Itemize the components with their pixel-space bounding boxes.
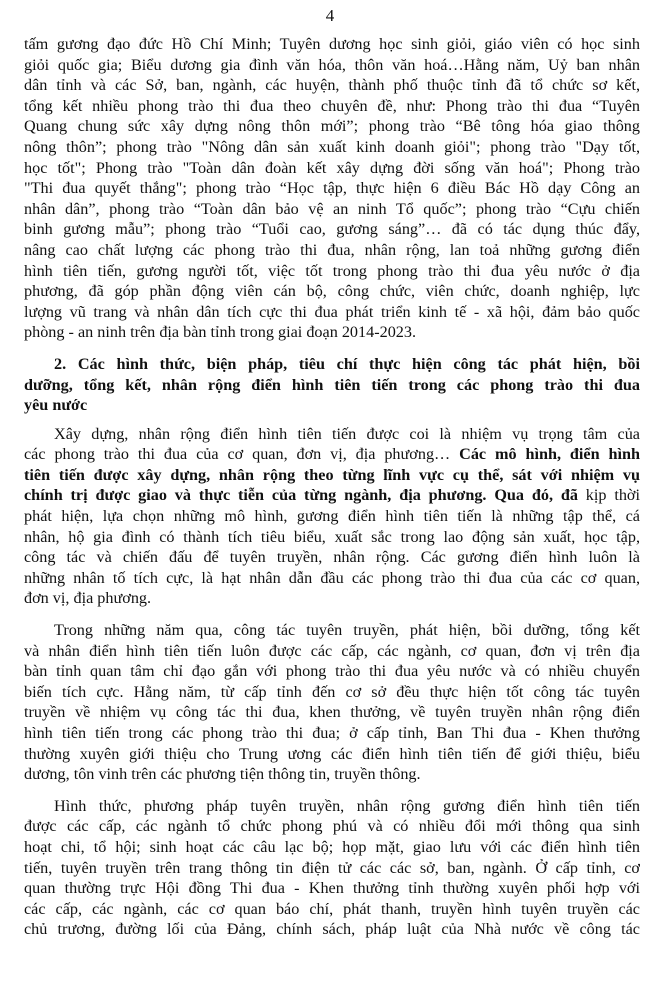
paragraph-1 (24, 34, 640, 343)
text-line: hình tiên tiến, gương người tốt, việc tốt trong phong trào thi đua yêu nước ở địa (24, 261, 640, 280)
text-line: nhân dân”, phong trào “Toàn dân bảo vệ an ninh Tổ quốc”; phong trào “Cựu chiến (24, 199, 640, 218)
text-line: tấm gương đạo đức Hồ Chí Minh; Tuyên dương học sinh giỏi, giáo viên có học sinh (24, 35, 640, 53)
text-line: binh gương mẫu”; phong trào “Tuổi cao, gương sáng”… đã có tác dụng thúc đẩy, (24, 220, 640, 239)
text-line: Hình thức, phương pháp tuyên truyền, nhân rộng gương điển hình tiên tiến (54, 796, 640, 815)
paragraph-2 (24, 424, 640, 609)
heading-line: yêu nước (24, 396, 88, 415)
bold-text-run: chính trị được giao và thực tiễn của từng ngành, địa phương. Qua đó, đã (24, 486, 578, 505)
section-heading (24, 354, 640, 416)
text-line: Xây dựng, nhân rộng điển hình tiên tiến được coi là nhiệm vụ trọng tâm của (54, 424, 640, 443)
text-line: tổng kết nhiều phong trào thi đua theo chuyên đề, như: Phong trào thi đua “Tuyên (24, 96, 640, 115)
text-line: thường xuyên giới thiệu cho Trung ương các điển hình tiên tiến để giới thiệu, biểu (24, 744, 640, 763)
paragraph-4 (24, 796, 640, 940)
heading-line: 2. Các hình thức, biện pháp, tiêu chí thực hiện công tác phát hiện, bồi (54, 354, 640, 373)
text-line: quan thường trực Hội đồng Thi đua - Khen thưởng tỉnh thường xuyên phối hợp với (24, 879, 640, 898)
text-line: biến tích cực. Hằng năm, từ cấp tỉnh đến cơ sở đều thực hiện tốt công tác tuyên (24, 682, 640, 701)
page-number: 4 (325, 6, 335, 25)
text-line: tiến, tuyên truyền trên trang thông tin điện tử các các sở, ban, ngành. Ở cấp tỉnh, cơ (24, 858, 640, 877)
text-line: dương, tôn vinh trên các phương tiện thông tin, truyền thông. (24, 765, 421, 784)
text-line: "Thi đua quyết thắng"; phong trào “Học tập, thực hiện 6 điều Bác Hồ dạy Công an (24, 179, 640, 198)
text-line: phương, đã góp phần động viên cán bộ, công chức, viên chức, doanh nghiệp, lực (24, 282, 640, 301)
text-line: Quang chung sức xây dựng nông thôn mới”; phong trào “Bê tông hóa giao thông (24, 117, 640, 136)
heading-line: dưỡng, tổng kết, nhân rộng điển hình tiên tiến trong các phong trào thi đua (24, 375, 640, 394)
paragraph-3 (24, 620, 640, 785)
document-body (24, 34, 640, 951)
text-line (24, 444, 640, 465)
text-line: chủ trương, đường lối của Đảng, chính sách, pháp luật của Nhà nước về công tác (24, 920, 640, 939)
text-run: kịp thời (577, 486, 640, 505)
text-line: giỏi quốc gia; Biểu dương gia đình văn hóa, thôn văn hoá…Hằng năm, Uỷ ban nhân (24, 55, 640, 74)
text-line: học tốt"; Phong trào "Toàn dân đoàn kết xây dựng đời sống văn hoá"; Phong trào (24, 158, 640, 177)
text-line: những nhân tố tích cực, là hạt nhân dẫn đầu các phong trào thi đua của các cơ quan, (24, 568, 640, 587)
text-line: các cấp, các ngành, các cơ quan báo chí, phát thanh, truyền hình tuyên truyền các (24, 899, 640, 918)
text-line: dân tỉnh và các Sở, ban, ngành, các huyện, thành phố thuộc tỉnh đã tổ chức sơ kết, (24, 76, 640, 95)
text-line: bàn tỉnh quan tâm chỉ đạo gắn với phong trào thi đua yêu nước và có nhiều chuyển (24, 662, 640, 681)
text-line: Trong những năm qua, công tác tuyên truyền, phát hiện, bồi dưỡng, tổng kết (54, 621, 640, 640)
text-line: đơn vị, địa phương. (24, 589, 152, 608)
text-line: hoạt chi, tổ hội; sinh hoạt các câu lạc bộ; họp mặt, giao lưu với các điển hình tiên (24, 837, 640, 856)
text-line: phòng - an ninh trên địa bàn tỉnh trong giai đoạn 2014-2023. (24, 323, 417, 342)
bold-text-line: tiên tiến được xây dựng, nhân rộng theo từng lĩnh vực cụ thể, sát với nhiệm vụ (24, 465, 640, 484)
text-line: nhân, hộ gia đình có thành tích tiêu biểu, xuất sắc trong lao động sản xuất, học tập, (24, 527, 640, 546)
bold-text-run: Các mô hình, điển hình (459, 445, 640, 464)
text-line: hình tiên tiến trong các phong trào thi đua; ở cấp tỉnh, Ban Thi đua - Khen thưởng (24, 724, 640, 742)
text-line: nông thôn”; phong trào "Nông dân sản xuất kinh doanh giỏi"; phong trào "Dạy tốt, (24, 137, 640, 156)
text-line: lượng vũ trang và nhân dân tích cực thi đua phát triển kinh tế - xã hội, đảm bảo quốc (24, 302, 640, 321)
text-line: phát hiện, lựa chọn những mô hình, gương điển hình tiên tiến là những tập thể, cá (24, 507, 640, 526)
text-line: công tác và chiến đấu để tuyên truyền, nhân rộng. Các gương điển hình luôn là (24, 548, 640, 567)
text-line: được các cấp, các ngành tổ chức phong phú và có nhiều đổi mới thông qua sinh (24, 817, 640, 836)
text-run: các phong trào thi đua của cơ quan, đơn vị, địa phương… (24, 445, 460, 464)
text-line: và nhân điển hình tiên tiến luôn được các cấp, các ngành, cơ quan, đơn vị trên địa (24, 641, 640, 660)
text-line (24, 485, 640, 506)
text-line: nâng cao chất lượng các phong trào thi đua, nhân rộng, lan toả những gương điển (24, 240, 640, 259)
text-line: truyền về nhiệm vụ công tác thi đua, khen thưởng, về tuyên truyền nhân rộng điển (24, 703, 640, 722)
